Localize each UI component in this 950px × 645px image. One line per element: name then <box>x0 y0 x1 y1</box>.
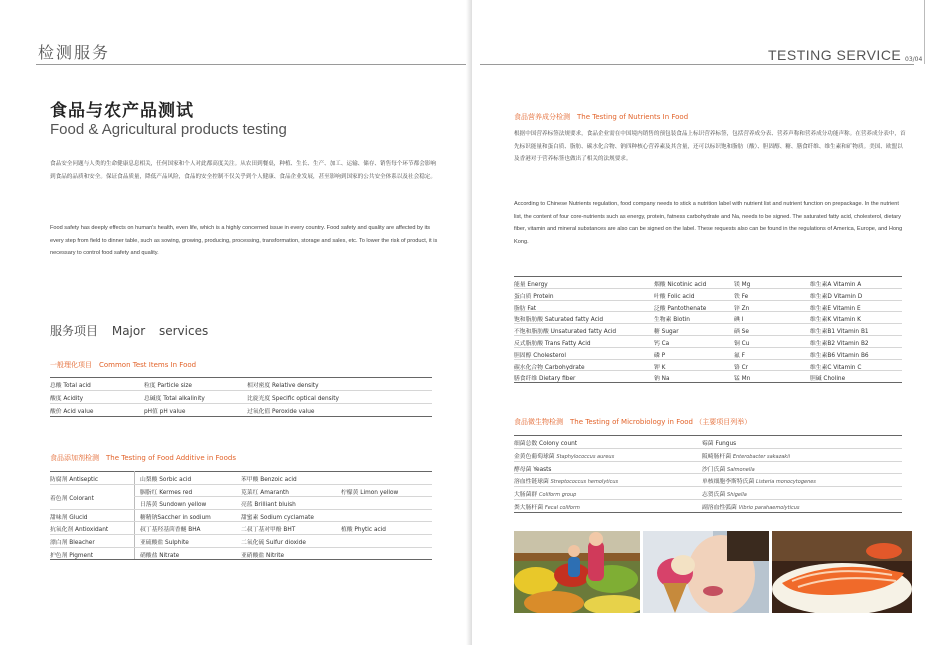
table-cell: 维生素B2 Vitamin B2 <box>810 341 869 347</box>
table-cell <box>514 502 580 511</box>
table-cell <box>702 502 800 511</box>
organism-name-en: Fecal coliform <box>544 505 580 511</box>
table-cell: 维生素D Vitamin D <box>810 293 863 300</box>
category-cell: 甜味剂 Glucid <box>50 514 88 521</box>
organism-name-cn: 粪大肠杆菌 <box>514 505 545 511</box>
table-cell: 苯甲酸 Benzoic acid <box>241 477 297 483</box>
organism-name-en: Yeasts <box>533 466 552 473</box>
row-divider <box>50 547 432 548</box>
services-heading-cn: 服务项目 <box>50 324 99 338</box>
table-cell: 酸价 Acid value <box>50 409 94 415</box>
row-divider <box>514 311 902 312</box>
table-cell: 泛酸 Pantothenate <box>654 305 707 312</box>
row-divider <box>514 499 902 500</box>
table-cell: 镁 Mg <box>734 282 751 288</box>
table-cell: 粒度 Particle size <box>144 383 192 389</box>
table-cell: 锌 Zn <box>734 305 750 312</box>
table-cell: 铁 Fe <box>734 293 749 300</box>
organism-name-cn: 金黄色葡萄球菌 <box>514 453 557 460</box>
row-divider <box>514 448 902 449</box>
row-divider <box>134 496 432 497</box>
table-cell: 胆碱 Choline <box>810 376 846 383</box>
table-cell: 过氧化值 Peroxide value <box>247 409 315 415</box>
table-cell: 维生素C Vitamin C <box>810 364 862 371</box>
table-cell: 日落黄 Sundown yellow <box>140 502 207 509</box>
row-divider <box>514 473 902 474</box>
row-divider <box>50 403 432 404</box>
table-cell: 柠檬黄 Limon yellow <box>341 489 399 496</box>
row-divider <box>514 323 902 324</box>
table-top-rule <box>514 435 902 436</box>
table-cell: 胭脂红 Kermes red <box>140 489 193 496</box>
section-header: 检测服务 <box>38 43 111 62</box>
table-cell: 总碱度 Total alkalinity <box>144 396 205 402</box>
additive-heading: 食品添加剂检测 The Testing of Food Additive in Foods <box>50 454 236 462</box>
page-title-cn: 食品与农产品测试 <box>50 101 194 121</box>
table-top-rule <box>50 471 432 472</box>
row-divider <box>50 484 432 485</box>
table-cell: 亚硝酸盐 Nitrite <box>241 552 285 559</box>
row-divider <box>514 486 902 487</box>
row-divider <box>50 509 432 510</box>
intro-paragraph-cn: 食品安全问题与人类的生命健康息息相关，任何国家和个人对此都高度关注。从农田到餐桌，种植、生长、生产、加工、运输、储存、销售每个环节都会影响到食品的品质和安全。保证食品质量，降低产品风险，食品的安全控制不仅关乎到个人健康、食品企业发展，甚至影响到国家的公共安全体系以及社会稳定。 <box>50 161 436 180</box>
row-divider <box>50 534 432 535</box>
table-cell: 锰 Mn <box>734 376 751 383</box>
row-divider <box>514 300 902 301</box>
microbiology-heading: 食品微生物检测 The Testing of Microbiology in Food （主要项目列举） <box>514 418 752 426</box>
table-cell <box>514 476 618 485</box>
table-cell: 比旋光度 Specific optical density <box>247 396 339 402</box>
table-cell <box>702 464 755 473</box>
table-cell: 生物素 Biotin <box>654 317 690 324</box>
header-divider <box>36 64 472 65</box>
table-cell: 叶酸 Folic acid <box>654 293 695 300</box>
nutrient-paragraph-cn: 根据中国营养标签法规要求，食品企业需在中国境内销售的预包装食品上标识营养标签，包括营养成分表、营养声称和营养成分功能声称。在营养成分表中，首先标识能量和蛋白质、脂肪、碳水化合物、钠四种核心营养素及其含量，还可以标识饱和脂肪（酸）、胆固醇、糖、膳食纤维、维生素和矿物质。美国、欧盟以及香港对于营养标签也做出了相关的法规要求。 <box>514 131 906 163</box>
organism-name-en: Salmonella <box>727 466 755 473</box>
organism-name-en: Listeria monocytogenes <box>756 479 816 486</box>
organism-name-cn: 霉菌 <box>702 441 716 447</box>
table-cell <box>514 451 614 460</box>
table-cell: 硒 Se <box>734 329 749 336</box>
organism-name-cn: 志贺氏菌 <box>702 492 728 499</box>
table-cell <box>514 464 551 473</box>
table-bottom-rule <box>514 512 902 513</box>
table-bottom-rule <box>514 382 902 383</box>
page-number: 03/04 <box>905 56 923 63</box>
table-cell: 维生素A Vitamin A <box>810 282 862 288</box>
ice-cream-photo-image <box>643 531 769 613</box>
table-cell: 二叔丁基对甲酚 BHT <box>241 527 296 534</box>
table-cell: 氟 F <box>734 352 745 359</box>
row-divider <box>514 335 902 336</box>
table-cell: 植酸 Phytic acid <box>341 527 386 534</box>
table-cell: 胆固醇 Cholesterol <box>514 352 566 359</box>
page-title-en: Food & Agricultural products testing <box>50 121 287 138</box>
table-cell <box>702 438 736 447</box>
table-cell <box>514 438 577 447</box>
nutrient-paragraph-en: According to Chinese Nutrients regulation, food company needs to stick a nutrition label with nutrient list and nutrient function on prepackage. In the nutrient list, the content of four core-nutrients such as energy, protein, fatness carbohydrate and Na, needs to be signed. The saturated fatty acid, cholesterol, dietary fiber, vitamin and mineral substances are also can be signed on the label. These requests also can be found in the regulations of America, Europe, and Hong Kong. <box>514 201 903 245</box>
organism-name-cn: 细菌总数 <box>514 441 540 447</box>
row-divider <box>514 288 902 289</box>
corner-mark <box>924 0 925 64</box>
table-cell: 苋菜红 Amaranth <box>241 489 289 496</box>
section-header-en: TESTING SERVICE <box>768 47 902 63</box>
table-cell: 总酸 Total acid <box>50 383 91 389</box>
table-cell <box>514 489 576 498</box>
table-cell: 铬 Cr <box>734 364 749 371</box>
table-cell: 钠 Na <box>654 376 670 383</box>
row-divider <box>514 359 902 360</box>
table-cell: 维生素B6 Vitamin B6 <box>810 352 869 359</box>
table-cell: 烟酸 Nicotinic acid <box>654 282 707 288</box>
table-top-rule <box>514 276 902 277</box>
row-divider <box>50 390 432 391</box>
table-cell: 能量 Energy <box>514 282 548 288</box>
organism-name-cn: 单核细胞李斯特氏菌 <box>702 479 757 486</box>
table-cell: pH值 pH value <box>144 409 186 415</box>
table-cell: 铜 Cu <box>734 341 750 347</box>
table-cell: 反式脂肪酸 Trans Fatty Acid <box>514 341 591 347</box>
header-divider <box>480 64 914 65</box>
row-divider <box>50 521 432 522</box>
organism-name-cn: 沙门氏菌 <box>702 466 728 473</box>
row-divider <box>514 347 902 348</box>
organism-name-en: Streptococcus hemolyticus <box>550 479 619 486</box>
organism-name-en: Enterobacter sakazakii <box>732 453 790 460</box>
table-cell: 脂肪 Fat <box>514 305 537 312</box>
organism-name-en: Colony count <box>539 441 578 447</box>
organism-name-cn: 副溶血性弧菌 <box>702 505 739 511</box>
table-cell: 糖 Sugar <box>654 329 679 336</box>
table-bottom-rule <box>50 416 432 417</box>
table-bottom-rule <box>50 559 432 560</box>
category-cell: 漂白剂 Bleacher <box>50 540 95 546</box>
right-page <box>472 0 950 645</box>
table-cell: 硝酸盐 Nitrate <box>140 552 180 559</box>
services-heading-en: Major services <box>111 324 209 338</box>
table-cell: 糖精钠Saccher in sodium <box>140 514 211 521</box>
sushi-photo <box>772 531 912 613</box>
table-cell: 叔丁基羟基茴香醚 BHA <box>140 527 201 534</box>
table-cell: 相对密度 Relative density <box>247 383 319 389</box>
category-cell: 护色剂 Pigment <box>50 552 94 559</box>
table-cell: 亮蓝 Brilliant bluish <box>241 502 296 509</box>
category-cell: 着色剂 Colorant <box>50 495 94 502</box>
category-cell: 抗氧化剂 Antioxidant <box>50 527 109 534</box>
table-cell: 酸度 Acidity <box>50 396 84 402</box>
category-cell: 防腐剂 Antiseptic <box>50 477 99 483</box>
table-cell: 碳水化合物 Carbohydrate <box>514 364 585 371</box>
table-cell: 碘 I <box>734 317 744 324</box>
table-cell <box>702 451 790 460</box>
table-cell: 钾 K <box>654 364 666 371</box>
organism-name-en: Staphylococcus aureus <box>556 453 615 460</box>
table-cell <box>702 489 747 498</box>
row-divider <box>514 461 902 462</box>
organism-name-cn: 溶血性链球菌 <box>514 479 551 486</box>
table-cell: 亚硫酸盐 Sulphite <box>140 540 189 546</box>
table-cell: 磷 P <box>654 352 666 359</box>
table-cell: 山梨酸 Sorbic acid <box>140 477 192 483</box>
table-cell: 膳食纤维 Dietary fiber <box>514 376 576 383</box>
left-page <box>0 0 472 645</box>
organism-name-en: Fungus <box>715 441 737 447</box>
common-items-heading: 一般理化项目 Common Test Items In Food <box>50 361 197 369</box>
table-top-rule <box>50 377 432 378</box>
table-cell: 饱和脂肪酸 Saturated fatty Acid <box>514 317 604 324</box>
nutrient-heading: 食品营养成分检测 The Testing of Nutrients In Food <box>514 113 689 121</box>
table-cell: 蛋白质 Protein <box>514 293 554 300</box>
table-cell: 甜蜜素 Sodium cyclamate <box>241 514 314 521</box>
organism-name-en: Shigella <box>727 492 747 499</box>
sushi-photo-image <box>772 531 912 613</box>
services-heading <box>50 322 208 339</box>
organism-name-cn: 酵母菌 <box>514 466 534 473</box>
table-cell <box>702 476 816 485</box>
table-cell: 钙 Ca <box>654 341 670 347</box>
organism-name-cn: 阪崎肠杆菌 <box>702 453 733 460</box>
organism-name-en: Vibrio parahaemolyticus <box>738 505 800 511</box>
intro-paragraph-en: Food safety has deeply effects on human's health, even life, which is a highly concerned issue in every country. Food safety and quality are affected by its every step from field to dinner table, such as sowing, growing, producing, processing, transformation, storage and sales, etc. To lower the risk of product, it is necessary to control food safety and quality. <box>50 225 438 257</box>
row-divider <box>514 370 902 371</box>
market-photo-image <box>514 531 640 613</box>
organism-name-en: Coliform group <box>539 492 577 499</box>
table-cell: 维生素E Vitamin E <box>810 305 861 312</box>
ice-cream-photo <box>643 531 769 613</box>
table-cell: 维生素K Vitamin K <box>810 317 861 324</box>
market-photo <box>514 531 640 613</box>
table-cell: 不饱和脂肪酸 Unsaturated fatty Acid <box>514 329 617 336</box>
table-cell: 维生素B1 Vitamin B1 <box>810 329 869 336</box>
table-cell: 二氧化硫 Sulfur dioxide <box>241 540 306 546</box>
organism-name-cn: 大肠菌群 <box>514 492 540 499</box>
